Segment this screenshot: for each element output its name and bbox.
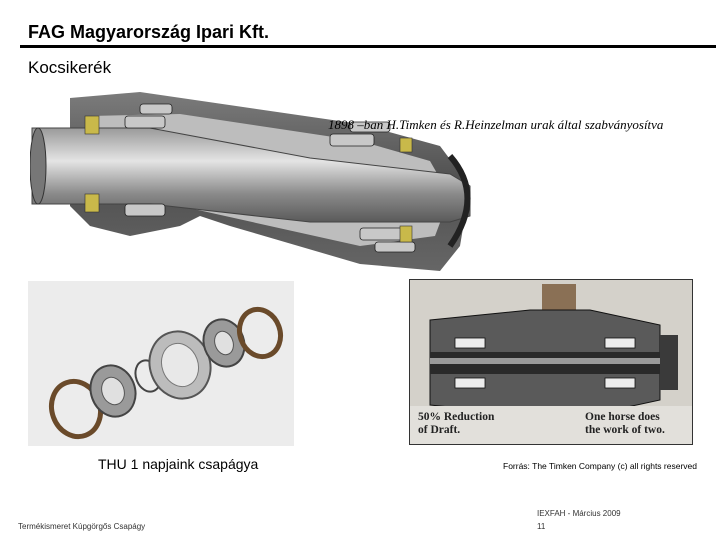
title-divider — [20, 45, 716, 48]
hub-text-reduction-line1: 50% Reduction — [418, 411, 495, 423]
top-figure-caption: 1898 –ban H.Timken és R.Heinzelman urak által szabványosítva — [328, 117, 664, 132]
slide-subtitle: Kocsikerék — [28, 58, 112, 77]
historic-timken-hub-illustration — [409, 279, 693, 445]
footer-page-number: 11 — [537, 522, 546, 531]
hub-text-horse-line1: One horse does — [585, 411, 660, 423]
page-title: FAG Magyarország Ipari Kft. — [28, 22, 270, 42]
bottom-left-caption: THU 1 napjaink csapágya — [98, 456, 259, 472]
hub-text-horse-line2: the work of two. — [585, 424, 665, 436]
footer-date: IEXFAH - Március 2009 — [537, 509, 621, 518]
hub-text-reduction-line2: of Draft. — [418, 424, 461, 436]
footer-product-label: Termékismeret Kúpgörgős Csapágy — [18, 522, 146, 531]
bearing-components-photo — [28, 281, 294, 446]
axle-cutaway-illustration — [30, 86, 490, 276]
source-credit: Forrás: The Timken Company (c) all rights reserved — [503, 461, 697, 471]
